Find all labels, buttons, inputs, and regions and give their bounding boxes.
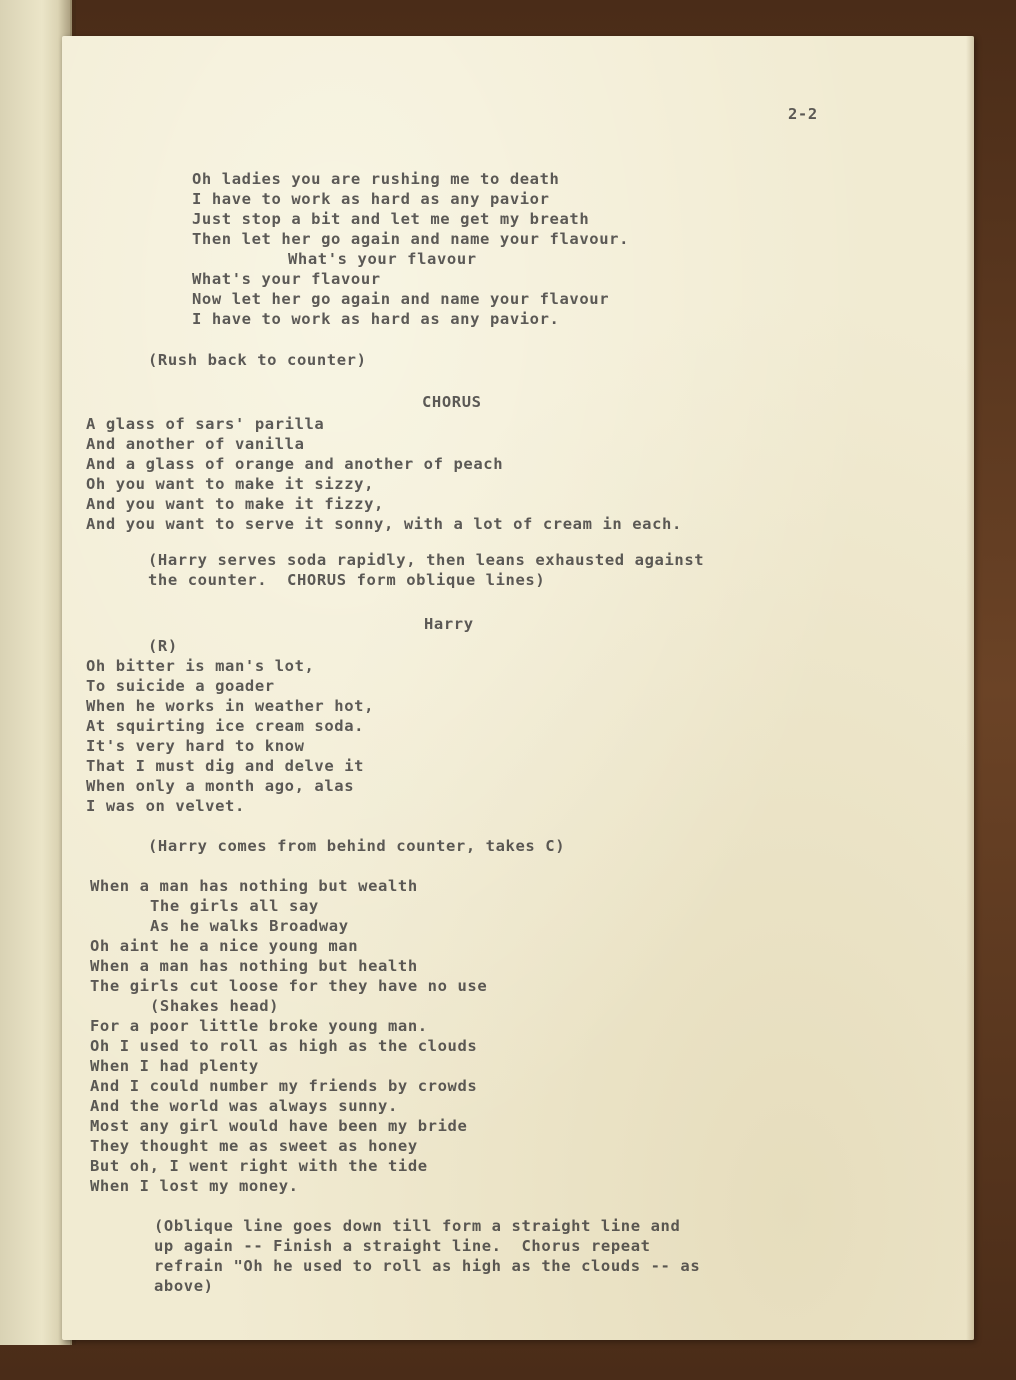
text-line: A glass of sars' parilla <box>86 415 325 433</box>
text-line: Oh bitter is man's lot, <box>86 657 315 675</box>
text-line: When I had plenty <box>90 1057 259 1075</box>
text-line: (R) <box>148 637 178 655</box>
text-line: I have to work as hard as any pavior <box>192 190 550 208</box>
text-line: When a man has nothing but wealth <box>90 877 418 895</box>
text-line: up again -- Finish a straight line. Chorus repeat <box>154 1237 651 1255</box>
text-line: The girls all say <box>150 897 319 915</box>
text-line: What's your flavour <box>288 250 477 268</box>
text-line: CHORUS <box>422 393 482 411</box>
text-line: Oh you want to make it sizzy, <box>86 475 375 493</box>
text-line: Oh aint he a nice young man <box>90 937 359 955</box>
text-line: As he walks Broadway <box>150 917 349 935</box>
text-line: (Rush back to counter) <box>148 351 367 369</box>
text-line: And a glass of orange and another of peach <box>86 455 504 473</box>
text-line: And the world was always sunny. <box>90 1097 398 1115</box>
text-line: They thought me as sweet as honey <box>90 1137 418 1155</box>
text-line: above) <box>154 1277 214 1295</box>
page-number: 2-2 <box>788 105 818 123</box>
text-line: I was on velvet. <box>86 797 245 815</box>
text-line: But oh, I went right with the tide <box>90 1157 428 1175</box>
text-line: (Harry comes from behind counter, takes C) <box>148 837 566 855</box>
text-line: Just stop a bit and let me get my breath <box>192 210 590 228</box>
text-line: Oh I used to roll as high as the clouds <box>90 1037 478 1055</box>
text-line: I have to work as hard as any pavior. <box>192 310 560 328</box>
text-line: What's your flavour <box>192 270 381 288</box>
text-line: Oh ladies you are rushing me to death <box>192 170 560 188</box>
text-line: For a poor little broke young man. <box>90 1017 428 1035</box>
text-line: It's very hard to know <box>86 737 305 755</box>
page-edge-shadow <box>966 36 974 1340</box>
text-line: Most any girl would have been my bride <box>90 1117 468 1135</box>
text-line: When I lost my money. <box>90 1177 299 1195</box>
text-line: (Oblique line goes down till form a straight line and <box>154 1217 681 1235</box>
text-line: That I must dig and delve it <box>86 757 365 775</box>
typescript-page <box>62 36 974 1340</box>
text-line: Then let her go again and name your flavour. <box>192 230 629 248</box>
text-line: the counter. CHORUS form oblique lines) <box>148 571 546 589</box>
text-line: And you want to serve it sonny, with a lot of cream in each. <box>86 515 682 533</box>
text-line: And another of vanilla <box>86 435 305 453</box>
text-line: And you want to make it fizzy, <box>86 495 384 513</box>
text-line: When a man has nothing but health <box>90 957 418 975</box>
text-line: Harry <box>424 615 474 633</box>
text-line: At squirting ice cream soda. <box>86 717 365 735</box>
text-line: (Shakes head) <box>150 997 280 1015</box>
text-line: refrain "Oh he used to roll as high as the clouds -- as <box>154 1257 701 1275</box>
text-line: To suicide a goader <box>86 677 275 695</box>
text-line: Now let her go again and name your flavour <box>192 290 610 308</box>
text-line: The girls cut loose for they have no use <box>90 977 488 995</box>
text-line: (Harry serves soda rapidly, then leans exhausted against <box>148 551 705 569</box>
text-line: When only a month ago, alas <box>86 777 355 795</box>
text-line: And I could number my friends by crowds <box>90 1077 478 1095</box>
text-line: When he works in weather hot, <box>86 697 375 715</box>
